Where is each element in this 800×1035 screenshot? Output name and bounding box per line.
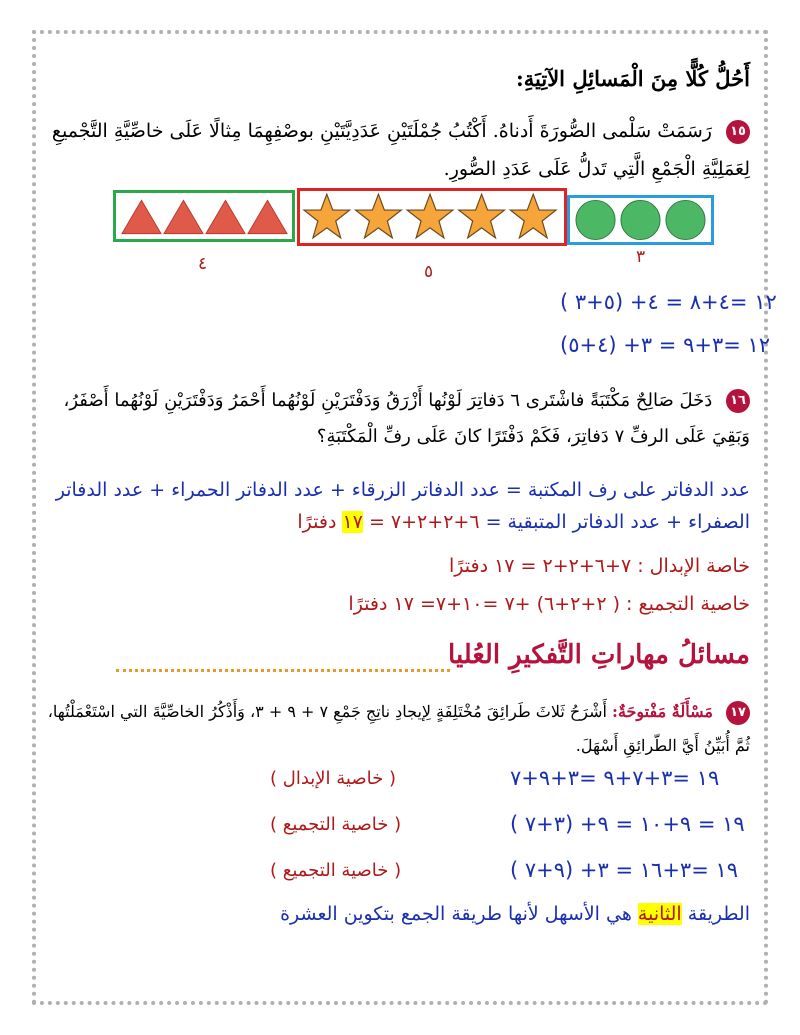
q15-answer-1: ١٢ =٤+٨ = ٤+ (٥+٣ ) [560,290,777,314]
circle-3 [666,200,705,239]
star-group [297,188,567,246]
question-15 [36,112,750,188]
star-4 [459,194,505,238]
page-title: أَحُلُّ كُلًّا مِنَ الْمَسائِلِ الآتِيَةِ: [516,66,750,91]
circle-group [567,195,714,245]
star-2 [356,194,402,238]
associative-line: خاصية التجميع : ( ٢+٢+٦) +٧ =١٠+٧= ١٧ دفترًا [348,593,750,615]
triangle-4 [248,200,287,233]
q17-conclusion [36,903,750,925]
question-number: ١٧ [726,701,750,725]
triangle-group [113,190,295,242]
circle-2 [621,200,660,239]
answer-unit: دفترًا [297,511,337,533]
question-text: أَشْرَحُ ثَلاثَ طَرائِقَ مُخْتَلِفَةٍ لِإيجادِ ناتِجِ جَمْعِ ٧ + ٩ + ٣، وَأَذْكُرُ الخاصِّيَّةَ التي اسْتَعْمَلْتُها، ثُمَّ أُبَيِّنُ أَيَّ الطّرائِقِ أَسْهَلَ. [47,702,750,755]
q17-prop-2: ( خاصية التجميع ) [270,814,402,835]
q17-eq-3: ١٩ =٣+١٦ = ٣+ (٩+٧ ) [510,858,739,882]
q17-eq-2: ١٩ = ٩+١٠ = ٩+ (٣+٧ ) [510,812,745,836]
star-3 [407,194,453,238]
answer-text: عدد الدفاتر على رف المكتبة = عدد الدفاتر الزرقاء + عدد الدفاتر الحمراء + عدد الدفاتر الصفراء + عدد الدفاتر المتبقية = [55,479,750,533]
final-post: هي الأسهل لأنها طريقة الجمع بتكوين العشرة [280,903,632,925]
triangle-3 [206,200,245,233]
question-text: رَسَمَتْ سَلْمى الصُّورَةَ أَدناهُ. أَكْتُبُ جُمْلَتَيْنِ عَدَدِيَّتَيْنِ بوصْفِهِمَا مِثالًا عَلَى خاصِّيَّةِ التَّجْميعِ لِعَمَلِيَّةِ الْجَمْعِ الَّتِي تَدلُّ عَلَى عَدَدِ الصُّورِ. [51,120,750,180]
q16-answer [36,474,750,538]
answer-result: ١٧ [342,511,363,533]
dotted-rule [116,669,450,672]
answer-calc: ٦+٢+٢+٧ = [368,511,480,533]
triangle-2 [164,200,203,233]
q17-eq-1: ١٩ =٣+٧+٩ =٣+٩+٧ [510,766,720,790]
question-16 [36,383,750,455]
stars [302,192,562,242]
question-text: دَخَلَ صَالِحٌ مَكْتَبَةً فاشْتَرى ٦ دَفاتِرَ لَوْنُها أَزْرَقُ وَدَفْتَرَيْنِ لَوْنُهُما أَحْمَرُ وَدَفْتَرَيْنِ لَوْنُهُما أَصْفَرُ، وَبَقِيَ عَلَى الرفِّ ٧ دَفاتِرَ، فَكَمْ دَفْتَرًا كانَ عَلَى رفِّ الْمَكْتَبَةِ؟ [63,390,750,447]
commutative-line: خاصة الإبدال : ٧+٦+٢+٢ = ١٧ دفترًا [449,555,750,577]
star-count-label: ٥ [424,262,434,282]
question-number: ١٦ [726,389,750,413]
star-5 [510,194,556,238]
circles [574,199,707,241]
circle-count-label: ٣ [636,247,646,267]
star-1 [304,194,350,238]
hots-header [116,640,750,680]
q15-answer-2: ١٢ =٣+٩ = ٣+ (٤+٥) [560,333,771,357]
triangle-1 [122,200,161,233]
final-pre: الطريقة [687,903,750,925]
question-17 [36,695,750,763]
question-number: ١٥ [726,120,750,144]
q17-prop-1: ( خاصية الإبدال ) [270,768,396,789]
question-label: مَسْأَلَةٌ مَفْتوحَةٌ: [612,702,713,721]
final-highlight: الثانية [637,903,682,925]
hots-title: مسائلُ مهاراتِ التَّفكيرِ العُليا [448,640,750,670]
triangles [120,196,288,236]
q17-prop-3: ( خاصية التجميع ) [270,860,402,881]
triangle-count-label: ٤ [198,254,208,274]
circle-1 [576,200,615,239]
